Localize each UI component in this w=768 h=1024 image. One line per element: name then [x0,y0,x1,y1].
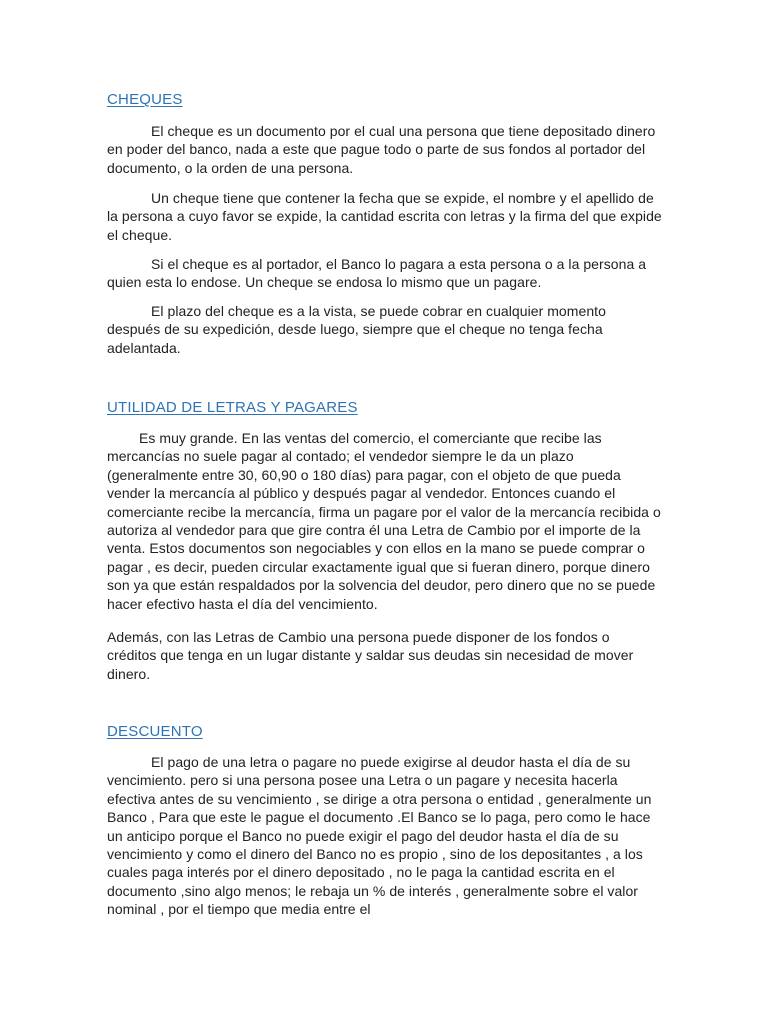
utilidad-paragraph-2: Además, con las Letras de Cambio una persona puede disponer de los fondos o créditos que tenga en un lugar distante y saldar sus deudas sin necesidad de mover dinero. [107,629,634,682]
heading-descuento: DESCUENTO [107,723,203,740]
descuento-paragraph-1: El pago de una letra o pagare no puede exigirse al deudor hasta el día de su vencimiento. pero si una persona posee una Letra o un pagare y necesita hacerla efectiva antes de su vencimiento , se dirige a otra persona o entidad , generalmente un Banco , Para que este le pague el documento .El Banco se lo paga, pero como le hace un anticipo porque el Banco no puede exigir el pago del deudor hasta el día de su vencimiento y como el dinero del Banco no es propio , sino de los depositantes , a los cuales paga interés por el dinero depositado , no le paga la cantidad escrita en el documento ,sino algo menos; le rebaja un % de interés , generalmente sobre el valor nominal , por el tiempo que media entre el [107,754,652,918]
cheques-paragraph-3: Si el cheque es al portador, el Banco lo pagara a esta persona o a la persona a quien esta lo endose. Un cheque se endosa lo mismo que un pagare. [107,256,647,291]
cheques-paragraph-1: El cheque es un documento por el cual una persona que tiene depositado dinero en poder del banco, nada a este que pague todo o parte de sus fondos al portador del documento, o la orden de una persona. [107,123,656,176]
utilidad-paragraph-1: Es muy grande. En las ventas del comercio, el comerciante que recibe las mercancías no suele pagar al contado; el vendedor siempre le da un plazo (generalmente entre 30, 60,90 o 180 días) para pagar, con el objeto de que pueda vender la mercancía al público y después pagar al vendedor. Entonces cuando el comerciante recibe la mercancía, firma un pagare por el valor de la mercancía recibida o autoriza al vendedor para que gire contra él una Letra de Cambio por el importe de la venta. Estos documentos son negociables y con ellos en la mano se puede comprar o pagar , es decir, pueden circular exactamente igual que si fueran dinero, porque dinero son ya que están respaldados por la solvencia del deudor, pero dinero que no se puede hacer efectivo hasta el día del vencimiento. [107,430,661,612]
cheques-paragraph-2: Un cheque tiene que contener la fecha que se expide, el nombre y el apellido de la persona a cuyo favor se expide, la cantidad escrita con letras y la firma del que expide el cheque. [107,190,662,243]
heading-cheques: CHEQUES [107,91,183,108]
cheques-paragraph-4: El plazo del cheque es a la vista, se puede cobrar en cualquier momento después de su expedición, desde luego, siempre que el cheque no tenga fecha adelantada. [107,303,606,356]
heading-utilidad: UTILIDAD DE LETRAS Y PAGARES [107,399,358,416]
